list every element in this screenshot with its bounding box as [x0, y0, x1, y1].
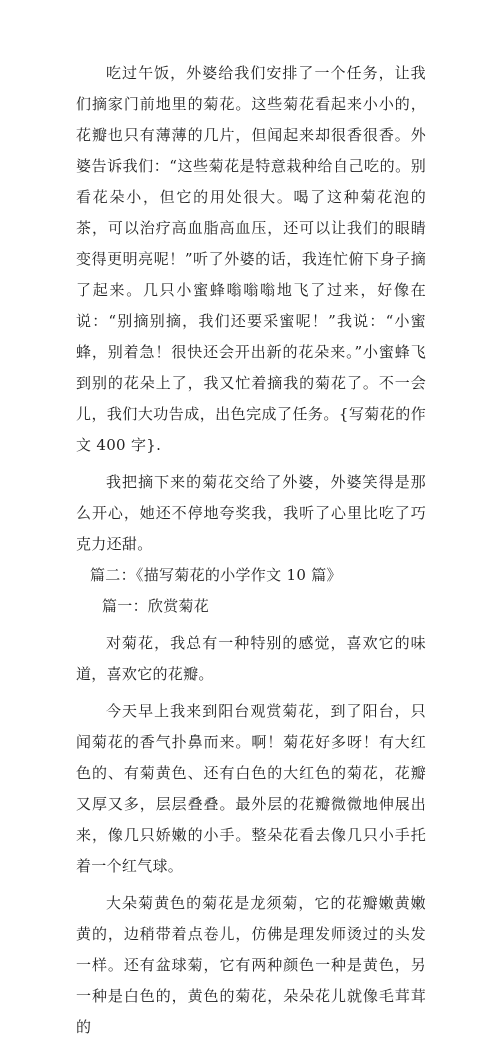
paragraph-2: 我把摘下来的菊花交给了外婆，外婆笑得是那么开心，她还不停地夸奖我，我听了心里比吃了巧克力还甜。	[76, 473, 426, 553]
paragraph-3: 对菊花，我总有一种特别的感觉，喜欢它的味道，喜欢它的花瓣。	[76, 634, 426, 683]
subsection-title: 篇一：欣赏菊花	[102, 597, 210, 615]
paragraph-5: 大朵菊黄色的菊花是龙须菊，它的花瓣嫩黄嫩黄的，边稍带着点卷儿，仿佛是理发师烫过的头发一样。还有盆球菊，它有两种颜色一种是黄色，另一种是白色的，黄色的菊花，朵朵花儿就像毛茸茸的	[76, 894, 426, 1036]
section-title: 篇二：《描写菊花的小学作文 10 篇》	[90, 566, 342, 584]
paragraph-1: 吃过午饭，外婆给我们安排了一个任务，让我们摘家门前地里的菊花。这些菊花看起来小小的，花瓣也只有薄薄的几片，但闻起来却很香很香。外婆告诉我们：“这些菊花是特意栽种给自己吃的。别看花朵小，但它的用处很大。喝了这种菊花泡的茶，可以治疗高血脂高血压，还可以让我们的眼睛变得更明亮呢！”听了外婆的话，我连忙俯下身子摘了起来。几只小蜜蜂嗡嗡嗡地飞了过来，好像在说：“别摘别摘，我们还要采蜜呢！”我说：“小蜜蜂，别着急！很快还会开出新的花朵来。”小蜜蜂飞到别的花朵上了，我又忙着摘我的菊花了。不一会儿，我们大功告成，出色完成了任务。{写菊花的作文 400 字}.	[76, 64, 426, 454]
document-body	[76, 58, 426, 1043]
paragraph-4: 今天早上我来到阳台观赏菊花，到了阳台，只闻菊花的香气扑鼻而来。啊！菊花好多呀！有大红色的、有菊黄色、还有白色的大红色的菊花，花瓣又厚又多，层层叠叠。最外层的花瓣微微地伸展出来，像几只娇嫩的小手。整朵花看去像几只小手托着一个红气球。	[76, 702, 426, 875]
